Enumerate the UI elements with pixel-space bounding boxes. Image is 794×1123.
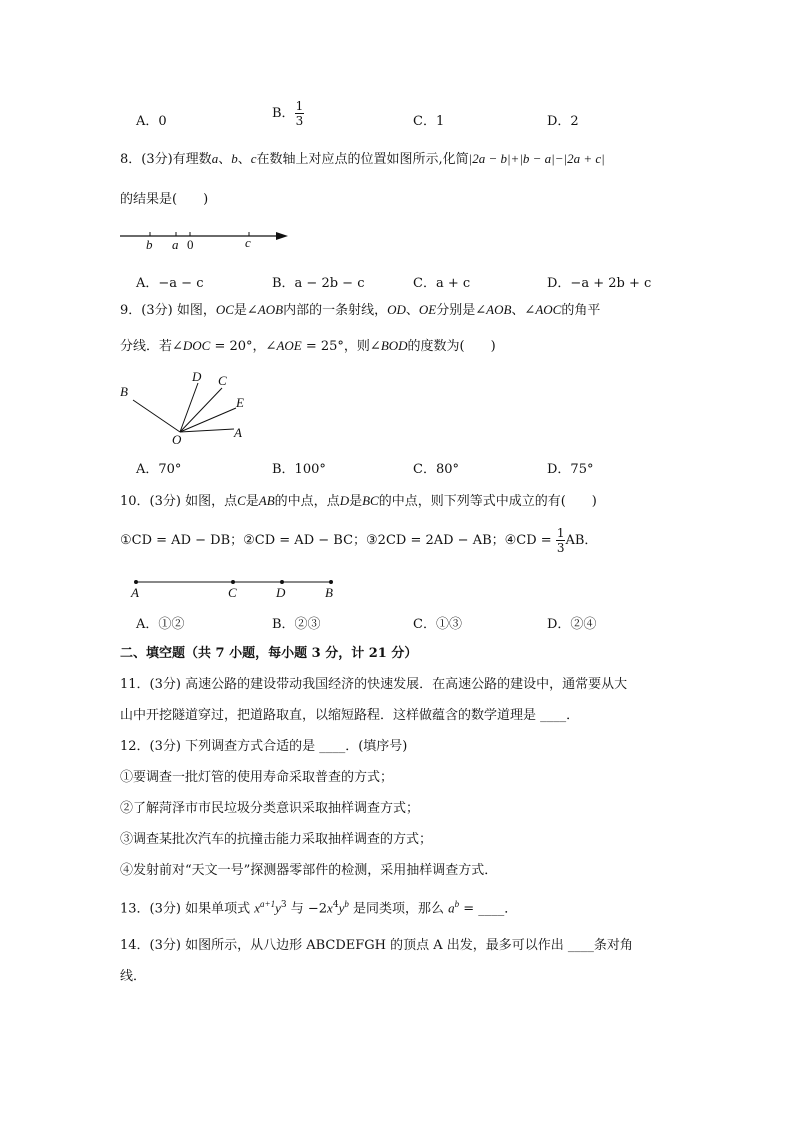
q10-option-d: D．②④ — [547, 617, 597, 632]
q8-number-line — [118, 226, 298, 252]
label-A: A — [131, 585, 139, 600]
q8-question: 8．(3分)有理数a、b、c在数轴上对应点的位置如图所示,化简|2a − b|+|b − a|−|2a + c| — [120, 151, 605, 167]
q7-option-c: C．1 — [413, 114, 445, 129]
axis-label-a: a — [172, 237, 179, 252]
q10-fraction: $\frac{1}{3}$ — [556, 526, 565, 555]
q7-option-a: A．0 — [136, 114, 167, 129]
q9-option-b: B．100° — [272, 462, 326, 477]
q8-option-c: C．a + c — [413, 276, 471, 291]
q9-option-c: C．80° — [413, 462, 459, 477]
axis-label-zero: 0 — [187, 237, 194, 252]
q7-option-d: D．2 — [547, 114, 579, 129]
q12-item-1: ①要调查一批灯管的使用寿命采取普查的方式； — [120, 770, 394, 785]
q10-option-a: A．①② — [136, 617, 185, 632]
q11-line2: 山中开挖隧道穿过，把道路取直，以缩短路程．这样做蕴含的数学道理是 ____． — [120, 708, 580, 723]
q12-item-2: ②了解菏泽市市民垃圾分类意识采取抽样调查方式； — [120, 801, 420, 816]
q9-angle-diagram — [116, 368, 256, 448]
label-C: C — [228, 585, 237, 600]
q9-option-a: A．70° — [136, 462, 182, 477]
axis-label-b: b — [146, 237, 153, 252]
q7-option-b-fraction: $\frac{1}{3}$ — [295, 99, 304, 128]
q8-option-a: A．−a − c — [136, 276, 204, 291]
q12-item-3: ③调查某批次汽车的抗撞击能力采取抽样调查的方式； — [120, 832, 433, 847]
q10-statements: ①CD = AD − DB；②CD = AD − BC；③2CD = 2AD − AB；④CD = $\frac{1}{3}$ AB． — [120, 526, 598, 555]
q8-question-line2: 的结果是( ) — [120, 192, 209, 207]
label-E: E — [236, 395, 244, 410]
label-D: D — [276, 585, 286, 600]
q11-line1: 11．(3分) 高速公路的建设带动我国经济的快速发展．在高速公路的建设中，通常要从大 — [120, 677, 628, 692]
q12-line1: 12．(3分) 下列调查方式合适的是 ____．(填序号) — [120, 739, 408, 754]
q7-option-b — [272, 100, 304, 127]
q7-option-b-prefix: B． — [272, 106, 295, 121]
label-A: A — [234, 425, 242, 440]
q8-expression: |2a − b|+|b − a|−|2a + c| — [468, 151, 605, 166]
q10-option-b: B．②③ — [272, 617, 321, 632]
label-B: B — [120, 384, 128, 399]
q14-line1: 14．(3分) 如图所示，从八边形 ABCDEFGH 的顶点 A 出发，最多可以作出 ____条对角 — [120, 938, 633, 953]
label-O: O — [172, 432, 182, 447]
q9-question-line1: 9．(3分) 如图，OC是∠AOB内部的一条射线，OD、OE分别是∠AOB、∠AOC的角平 — [120, 302, 601, 318]
q12-item-4: ④发射前对“天文一号”探测器零部件的检测，采用抽样调查方式． — [120, 863, 498, 878]
section-heading: 二、填空题（共 7 小题，每小题 3 分，计 21 分） — [120, 646, 418, 661]
q14-line2: 线． — [120, 969, 147, 984]
q9-question-line2: 分线．若∠DOC = 20°，∠AOE = 25°，则∠BOD的度数为( ) — [120, 338, 496, 354]
axis-label-c: c — [245, 235, 251, 250]
q13-question: 13．(3分) 如果单项式 $x^{a+1}y^3$ 与 $-2x^4y^b$ 是同类项，那么 $a^b$ = ____． — [120, 899, 518, 917]
q8-option-d: D．−a + 2b + c — [547, 276, 652, 291]
q8-option-b: B．a − 2b − c — [272, 276, 365, 291]
q10-option-c: C．①③ — [413, 617, 462, 632]
label-C: C — [218, 373, 227, 388]
q10-segment-diagram — [126, 574, 346, 600]
q9-option-d: D．75° — [547, 462, 594, 477]
label-B: B — [325, 585, 333, 600]
label-D: D — [192, 369, 202, 384]
q10-question-line1: 10．(3分) 如图，点C是AB的中点，点D是BC的中点，则下列等式中成立的有( ) — [120, 493, 597, 509]
